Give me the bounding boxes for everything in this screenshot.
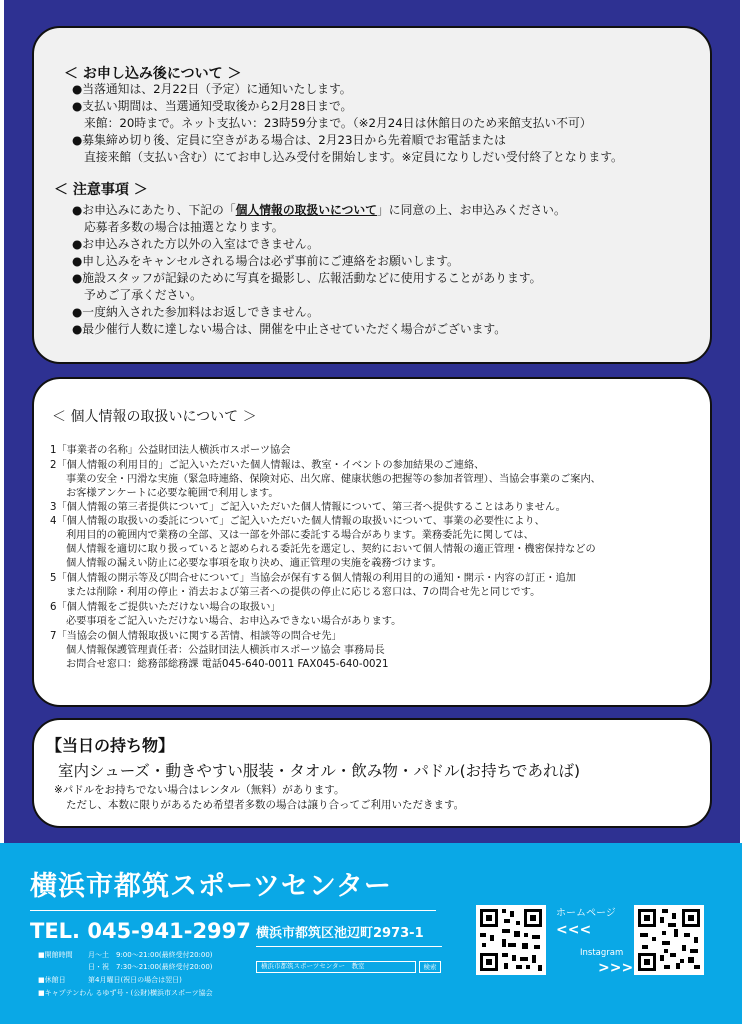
- after-application-panel: [32, 26, 712, 364]
- privacy-line: 4「個人情報の取扱いの委託について」ご記入いただいた個人情報の取扱いについて、事業の必要性により、: [50, 516, 545, 527]
- divider: [30, 910, 436, 911]
- after-application-line: 来館：20時まで。ネット支払い：23時59分まで。（※2月24日は休館日のため来館支払い不可）: [84, 116, 592, 130]
- notes-line: ●施設スタッフが記録のために写真を撮影し、広報活動などに使用することがあります。: [72, 271, 542, 285]
- notes-line: ●最少催行人数に達しない場合は、開催を中止させていただく場合がございます。: [72, 322, 507, 336]
- privacy-line: 個人情報保護管理責任者：公益財団法人横浜市スポーツ協会 事務局長: [66, 645, 385, 656]
- center-name: 横浜市都筑スポーツセンター: [30, 871, 392, 902]
- after-application-line: ●当落通知は、2月22日（予定）に通知いたします。: [72, 82, 352, 96]
- privacy-policy-link[interactable]: 個人情報の取扱いについて: [235, 203, 377, 217]
- homepage-arrow-icon: <<<: [556, 922, 592, 938]
- notes-line: 応募者多数の場合は抽選となります。: [84, 220, 284, 234]
- privacy-heading: ＜ 個人情報の取扱いについて ＞: [52, 409, 257, 425]
- belongings-heading: 【当日の持ち物】: [46, 736, 175, 755]
- hours-weekday: 月～土 9:00～21:00(最終受付20:00): [88, 951, 213, 959]
- privacy-line: 利用目的の範囲内で業務の全部、又は一部を外部に委託する場合があります。業務委託先に関しては、: [66, 530, 534, 541]
- after-application-line: ●募集締め切り後、定員に空きがある場合は、2月23日から先着順でお電話または: [72, 133, 506, 147]
- mascot-credit: ■キャプテンわん るゆず号・(公財)横浜市スポーツ協会: [38, 989, 213, 997]
- notes-line1-post: 」に同意の上、お申込みください。: [376, 203, 566, 217]
- search-box[interactable]: 横浜市都筑スポーツセンター 教室: [256, 961, 416, 973]
- after-application-heading: ＜ お申し込み後について ＞: [64, 66, 242, 82]
- phone-number[interactable]: TEL. 045-941-2997: [30, 919, 251, 943]
- notes-line: 予めご了承ください。: [84, 288, 202, 302]
- privacy-line: 個人情報の漏えい防止に必要な事項を取り決め、適正管理の実施を義務づけます。: [66, 558, 442, 569]
- notes-line1-pre: ●お申込みにあたり、下記の「: [72, 203, 236, 217]
- hours-holiday: 日・祝 7:30～21:00(最終受付20:00): [88, 963, 213, 971]
- privacy-line: 6「個人情報をご提供いただけない場合の取扱い」: [50, 602, 281, 613]
- privacy-line: または削除・利用の停止・消去および第三者への提供の停止に応じる窓口は、7の問合せ先と同じです。: [66, 587, 541, 598]
- hours-label: ■開館時間: [38, 951, 73, 959]
- notes-line: ●お申込みされた方以外の入室はできません。: [72, 237, 319, 251]
- privacy-line: 3「個人情報の第三者提供について」ご記入いただいた個人情報について、第三者へ提供することはありません。: [50, 502, 566, 513]
- search-button[interactable]: 検索: [419, 961, 441, 973]
- belongings-note: ただし、本数に限りがあるため希望者多数の場合は譲り合ってご利用いただきます。: [66, 799, 465, 811]
- homepage-label: ホームページ: [556, 908, 616, 919]
- homepage-qr-code[interactable]: [476, 905, 546, 975]
- privacy-line: 必要事項をご記入いただけない場合、お申込みできない場合があります。: [66, 616, 402, 627]
- belongings-note: ※パドルをお持ちでない場合はレンタル（無料）があります。: [54, 784, 345, 796]
- footer: [0, 843, 742, 1024]
- privacy-line: 事業の安全・円滑な実施（緊急時連絡、保険対応、出欠席、健康状態の把握等の参加者管理）、当協会事業のご案内、: [66, 474, 601, 485]
- closed-label: ■休館日: [38, 976, 66, 984]
- privacy-line: 1「事業者の名称」公益財団法人横浜市スポーツ協会: [50, 445, 291, 456]
- notes-line: [72, 205, 566, 217]
- belongings-items: 室内シューズ・動きやすい服装・タオル・飲み物・パドル(お持ちであれば): [58, 762, 581, 780]
- privacy-line: 7「当協会の個人情報取扱いに関する苦情、相談等の問合せ先」: [50, 631, 342, 642]
- instagram-qr-code[interactable]: [634, 905, 704, 975]
- privacy-line: 5「個人情報の開示等及び問合せについて」当協会が保有する個人情報の利用目的の通知・開示・内容の訂正・追加: [50, 573, 576, 584]
- address: 横浜市都筑区池辺町2973-1: [256, 926, 424, 941]
- notes-heading: ＜ 注意事項 ＞: [54, 182, 148, 198]
- qr-code-icon: [634, 905, 704, 975]
- instagram-arrow-icon: >>>: [598, 960, 634, 976]
- privacy-line: 2「個人情報の利用目的」ご記入いただいた個人情報は、教室・イベントの参加結果のご連絡、: [50, 460, 485, 471]
- after-application-line: 直接来館（支払い含む）にてお申し込み受付を開始します。※定員になりしだい受付終了となります。: [84, 150, 623, 164]
- privacy-line: 個人情報を適切に取り扱っていると認められる委託先を選定し、契約において個人情報の適正管理・機密保持などの: [66, 544, 596, 555]
- notes-line: ●申し込みをキャンセルされる場合は必ず事前にご連絡をお願いします。: [72, 254, 459, 268]
- qr-code-icon: [476, 905, 546, 975]
- belongings-panel: [32, 718, 712, 828]
- closed-day: 第4月曜日(祝日の場合は翌日): [88, 976, 182, 984]
- privacy-line: お客様アンケートに必要な範囲で利用します。: [66, 488, 279, 499]
- instagram-label: Instagram: [580, 948, 624, 958]
- privacy-line: お問合せ窓口：総務部総務課 電話045-640-0011 FAX045-640-0021: [66, 659, 389, 670]
- privacy-panel: [32, 377, 712, 707]
- after-application-line: ●支払い期間は、当選通知受取後から2月28日まで。: [72, 99, 353, 113]
- divider: [256, 946, 442, 947]
- notes-line: ●一度納入された参加料はお返しできません。: [72, 305, 319, 319]
